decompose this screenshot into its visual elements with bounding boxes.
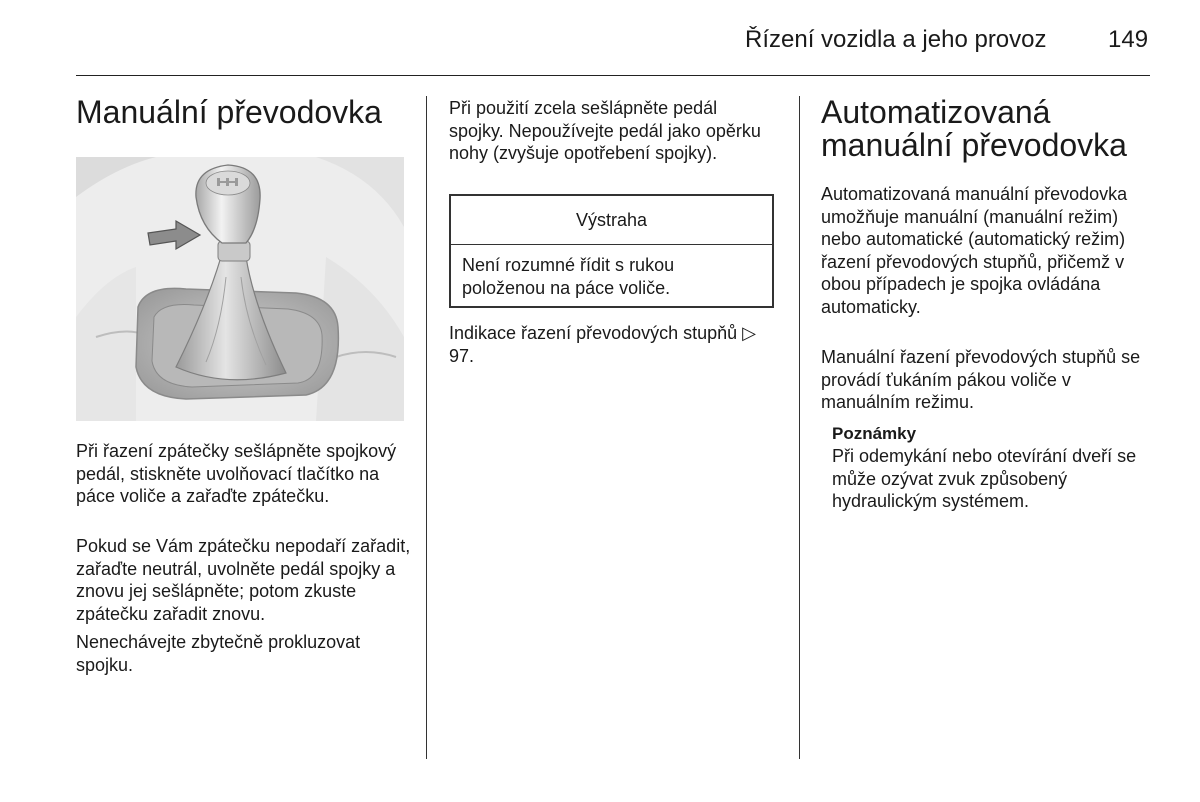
- paragraph-automated-intro: Automatizovaná manuální převodovka umožňuje manuální (manuální režim) nebo automatické (automatický režim) řazení převodových stupňů, přičemž v obou případech je spojka ovládána automaticky.: [821, 184, 1128, 317]
- section-heading-manual: Manuální převodovka: [76, 94, 382, 130]
- note-title: Poznámky: [832, 424, 917, 443]
- paragraph-reverse-gear: Při řazení zpátečky sešlápněte spojkový pedál, stiskněte uvolňovací tlačítko na páce voliče a zařaďte zpátečku.: [76, 441, 397, 506]
- note-text: Při odemykání nebo otevírání dveří se může ozývat zvuk způsobený hydraulickým systémem.: [832, 446, 1137, 511]
- header-title: Řízení vozidla a jeho provoz: [745, 26, 1047, 53]
- section-heading-automated: Automatizovaná manuální převodovka: [821, 94, 1127, 163]
- paragraph-retry-reverse: Pokud se Vám zpátečku nepodaří zařadit, zařaďte neutrál, uvolněte pedál spojky a znovu jej sešlápněte; potom zkuste zpátečku zařadit znovu.: [76, 536, 411, 624]
- paragraph-clutch-pedal: Při použití zcela sešlápněte pedál spojky. Nepoužívejte pedál jako opěrku nohy (zvyšuje opotřebení spojky).: [449, 98, 761, 163]
- paragraph-shift-indicator: Indikace řazení převodových stupňů ▷ 97.: [449, 323, 757, 366]
- warning-box: [449, 194, 774, 308]
- header-rule: [76, 75, 1150, 76]
- paragraph-manual-shifting: Manuální řazení převodových stupňů se provádí ťukáním pákou voliče v manuálním režimu.: [821, 347, 1141, 412]
- column-divider-2: [799, 96, 800, 759]
- page-number: 149: [1108, 26, 1149, 53]
- paragraph-clutch-slip: Nenechávejte zbytečně prokluzovat spojku.: [76, 632, 361, 675]
- warning-title: Výstraha: [451, 196, 772, 245]
- column-divider-1: [426, 96, 427, 759]
- gear-lever-illustration: [76, 157, 404, 421]
- warning-text: Není rozumné řídit s rukou položenou na páce voliče.: [462, 255, 675, 298]
